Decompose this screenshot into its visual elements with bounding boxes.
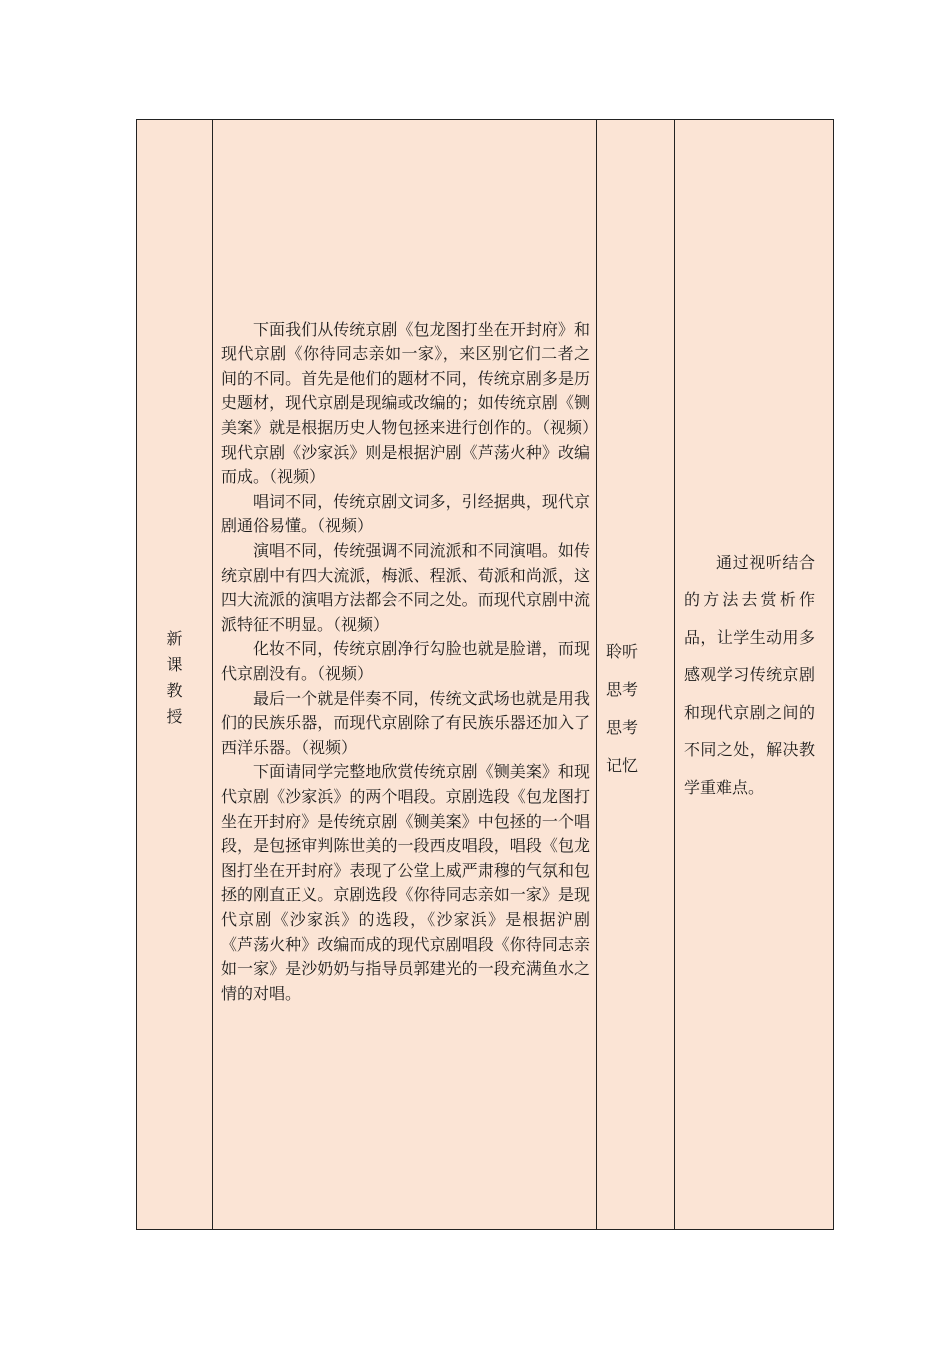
activity-item: 思考 bbox=[606, 679, 639, 699]
student-activity-cell bbox=[597, 120, 675, 1229]
teaching-content-cell bbox=[213, 120, 597, 1229]
content-paragraph: 演唱不同，传统强调不同流派和不同演唱。如传统京剧中有四大流派，梅派、程派、荀派和尚派，这四大流派的演唱方法都会不同之处。而现代京剧中流派特征不明显。（视频） bbox=[221, 541, 590, 634]
content-paragraph: 下面请同学完整地欣赏传统京剧《铡美案》和现代京剧《沙家浜》的两个唱段。京剧选段《包龙图打坐在开封府》是传统京剧《铡美案》中包拯的一个唱段，是包拯审判陈世美的一段西皮唱段，唱段《包龙图打坐在开封府》表现了公堂上威严肃穆的气氛和包拯的刚直正义。京剧选段《你待同志亲如一家》是现代京剧《沙家浜》的选段，《沙家浜》是根据沪剧《芦荡火种》改编而成的现代京剧唱段《你待同志亲如一家》是沙奶奶与指导员郭建光的一段充满鱼水之情的对唱。 bbox=[221, 762, 590, 1003]
content-paragraph: 最后一个就是伴奏不同，传统文武场也就是用我们的民族乐器，而现代京剧除了有民族乐器还加入了西洋乐器。（视频） bbox=[221, 688, 590, 757]
teaching-content bbox=[213, 318, 596, 1007]
content-paragraph: 化妆不同，传统京剧净行勾脸也就是脸谱，而现代京剧没有。（视频） bbox=[221, 639, 590, 683]
student-activity-list bbox=[597, 633, 638, 785]
stage-cell bbox=[137, 120, 213, 1229]
stage-label: 新课教授 bbox=[166, 628, 183, 726]
content-paragraph: 唱词不同，传统京剧文词多，引经据典，现代京剧通俗易懂。（视频） bbox=[221, 491, 590, 536]
content-paragraph: 下面我们从传统京剧《包龙图打坐在开封府》和现代京剧《你待同志亲如一家》，来区别它们二者之间的不同。首先是他们的题材不同，传统京剧多是历史题材，现代京剧是现编或改编的；如传统京剧《铡美案》就是根据历史人物包拯来进行创作的。（视频）现代京剧《沙家浜》则是根据沪剧《芦荡火种》改编而成。（视频） bbox=[221, 319, 590, 487]
activity-item: 思考 bbox=[606, 717, 639, 737]
lesson-plan-table bbox=[136, 119, 834, 1230]
activity-item: 记忆 bbox=[606, 755, 639, 775]
activity-item: 聆听 bbox=[606, 641, 639, 661]
design-purpose-text: 通过视听结合的方法去赏析作品，让学生动用多感观学习传统京剧和现代京剧之间的不同之处，解决教学重难点。 bbox=[684, 552, 815, 797]
design-purpose-cell bbox=[675, 120, 833, 1229]
